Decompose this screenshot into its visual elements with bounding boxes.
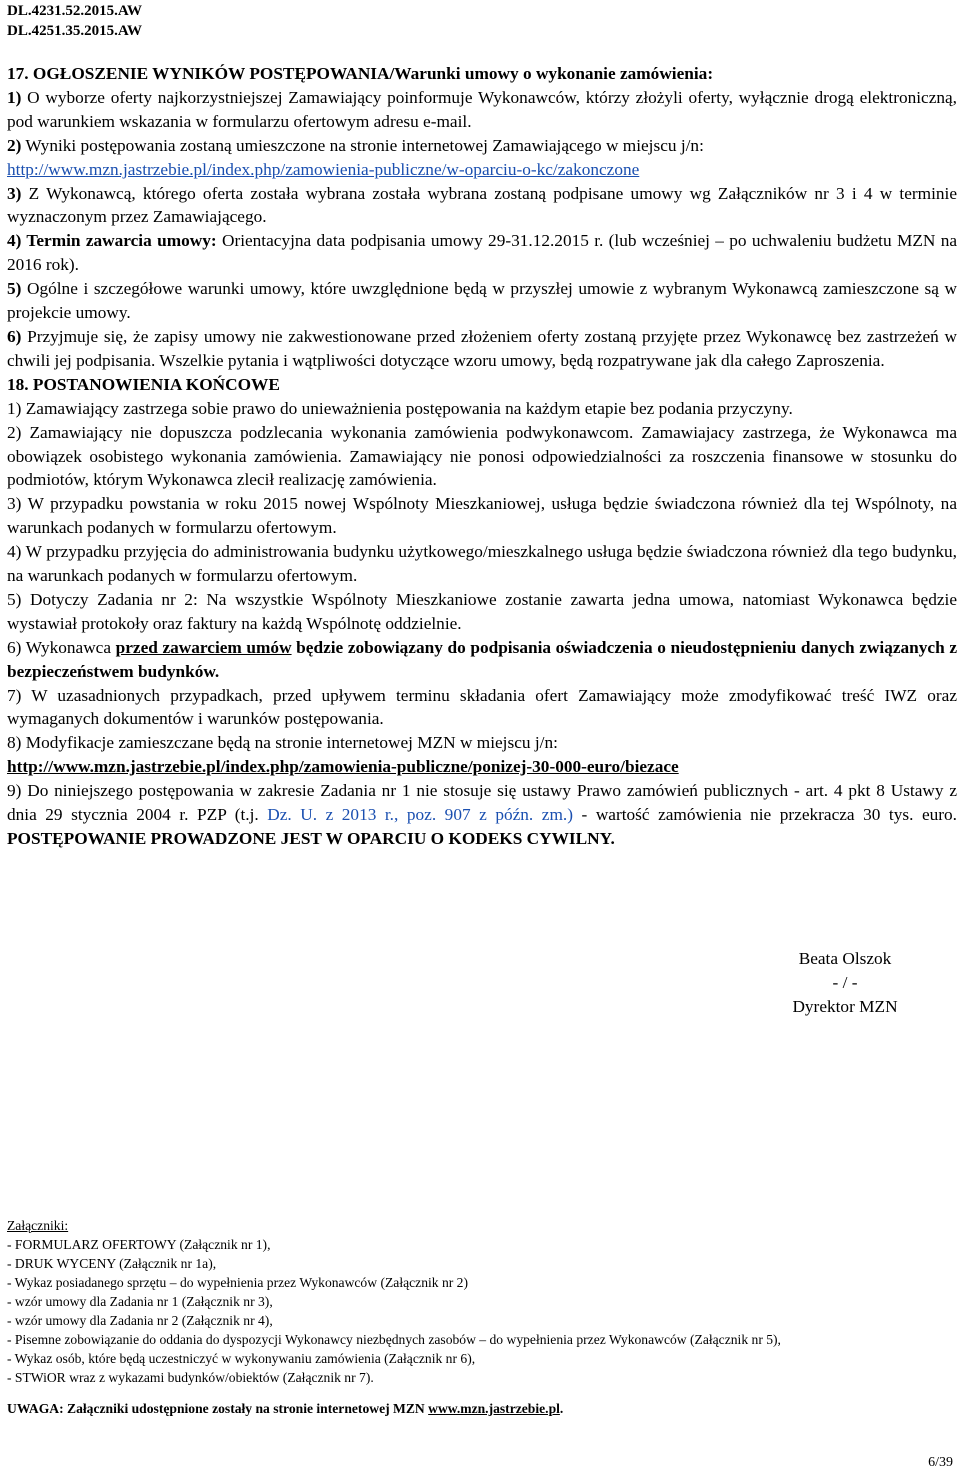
section-18-item-3: 3) W przypadku powstania w roku 2015 nowej Wspólnoty Mieszkaniowej, usługa będzie świadczona również dla tej Wspólnoty, na warunkach podanych w formularzu ofertowym. — [7, 494, 957, 538]
section-17-item-3: 3) Z Wykonawcą, którego oferta została wybrana została wybrana zostaną podpisane umowy wg Załączników nr 3 i 4 w terminie wyznaczonym przez Zamawiającego. — [7, 183, 957, 227]
attachment-item: - DRUK WYCENY (Załącznik nr 1a), — [7, 1256, 217, 1271]
page-number: 6/39 — [928, 1455, 953, 1470]
results-link[interactable]: http://www.mzn.jastrzebie.pl/index.php/zamowienia-publiczne/w-oparciu-o-kc/zakonczone — [7, 159, 640, 179]
section-17-item-2: 2) Wyniki postępowania zostaną umieszczone na stronie internetowej Zamawiającego w miejscu j/n: http://www.mzn.jastrzebie.pl/index.php/zamowienia-publiczne/w-oparciu-o-kc/zakonczone — [7, 135, 704, 179]
signatory-name: Beata Olszok — [798, 949, 892, 968]
website-link[interactable]: www.mzn.jastrzebie.pl — [428, 1401, 560, 1416]
attachment-item: - Wykaz osób, które będą uczestniczyć w wykonywaniu zamówienia (Załącznik nr 6), — [7, 1351, 476, 1366]
attachment-item: - Wykaz posiadanego sprzętu – do wypełnienia przez Wykonawców (Załącznik nr 2) — [7, 1275, 469, 1290]
section-18-item-6: 6) Wykonawca przed zawarciem umów będzie zobowiązany do podpisania oświadczenia o nieudostępnieniu danych związanych z bezpieczeństwem budynków. — [7, 637, 957, 681]
document-body — [7, 62, 957, 851]
modifications-link[interactable]: http://www.mzn.jastrzebie.pl/index.php/zamowienia-publiczne/ponizej-30-000-euro/biezace — [7, 757, 679, 777]
section-17-item-5: 5) Ogólne i szczegółowe warunki umowy, które uwzględnione będą w przyszłej umowie z wybranym Wykonawcą zamieszczone są w projekcie umowy. — [7, 279, 957, 323]
reference-number-1: DL.4231.52.2015.AW — [7, 3, 143, 19]
attachments-list — [7, 1216, 781, 1387]
attachments-title: Załączniki: — [7, 1218, 69, 1233]
section-17-item-4: 4) Termin zawarcia umowy: Orientacyjna data podpisania umowy 29-31.12.2015 r. (lub wcześniej – po uchwaleniu budżetu MZN na 2016 rok). — [7, 231, 958, 275]
section-18-item-2: 2) Zamawiający nie dopuszcza podzlecania wykonania zamówienia podwykonawcom. Zamawiajacy zastrzega, że Wykonawca ma obowiązek osobistego wykonania zamówienia. Zamawiający nie ponosi odpowiedzialności za roszczenia finansowe w stosunku do podmiotów, którym Wykonawca zlecił realizację zamówienia. — [7, 422, 957, 490]
section-18-item-7: 7) W uzasadnionych przypadkach, przed upływem terminu składania ofert Zamawiający może zmodyfikować treść IWZ oraz wymaganych dokumentów i warunków postępowania. — [7, 685, 957, 729]
section-17-item-6: 6) Przyjmuje się, że zapisy umowy nie zakwestionowane przed złożeniem oferty zostaną przyjęte przez Wykonawcę bez zastrzeżeń w chwili jej podpisania. Wszelkie pytania i wątpliwości dotyczące wzoru umowy, będą rozpatrywane jak dla całego Zaproszenia. — [7, 326, 957, 370]
attachment-item: - Pisemne zobowiązanie do oddania do dyspozycji Wykonawcy niezbędnych zasobów – do wypełnienia przez Wykonawców (Załącznik nr 5), — [7, 1332, 781, 1347]
attachment-item: - wzór umowy dla Zadania nr 1 (Załącznik nr 3), — [7, 1294, 273, 1309]
section-17-item-1: 1) O wyborze oferty najkorzystniejszej Zamawiający poinformuje Wykonawców, którzy złożyli oferty, wyłącznie drogą elektroniczną, pod warunkiem wskazania w formularzu ofertowym adresu e-mail. — [7, 87, 957, 131]
attachment-item: - FORMULARZ OFERTOWY (Załącznik nr 1), — [7, 1237, 271, 1252]
attachment-item: - STWiOR wraz z wykazami budynków/obiektów (Załącznik nr 7). — [7, 1370, 374, 1385]
section-18-item-5: 5) Dotyczy Zadania nr 2: Na wszystkie Wspólnoty Mieszkaniowe zostanie zawarta jedna umowa, natomiast Wykonawca będzie wystawiał protokoły oraz faktury na każdą Wspólnotę oddzielnie. — [7, 589, 957, 633]
section-17-title: 17. OGŁOSZENIE WYNIKÓW POSTĘPOWANIA/Warunki umowy o wykonanie zamówienia: — [7, 64, 714, 83]
signature-mark: - / - — [832, 973, 858, 992]
legal-reference-link[interactable]: Dz. U. z 2013 r., poz. 907 z późn. zm.) — [267, 805, 573, 825]
section-18-item-4: 4) W przypadku przyjęcia do administrowania budynku użytkowego/mieszkalnego usługa będzie świadczona również dla tego budynku, na warunkach podanych w formularzu ofertowym. — [7, 542, 957, 586]
section-18-item-8: 8) Modyfikacje zamieszczane będą na stronie internetowej MZN w miejscu j/n: http://www.mzn.jastrzebie.pl/index.php/zamowienia-publiczne/ponizej-30-000-euro/biezace — [7, 733, 679, 777]
attachment-item: - wzór umowy dla Zadania nr 2 (Załącznik nr 4), — [7, 1313, 273, 1328]
signatory-role: Dyrektor MZN — [792, 997, 898, 1016]
reference-number-2: DL.4251.35.2015.AW — [7, 23, 143, 39]
warning-note: UWAGA: Załączniki udostępnione zostały na stronie internetowej MZN www.mzn.jastrzebie.pl. — [7, 1401, 564, 1416]
section-18-title: 18. POSTANOWIENIA KOŃCOWE — [7, 374, 280, 394]
signature-block — [770, 947, 920, 1019]
section-18-item-9: 9) Do niniejszego postępowania w zakresie Zadania nr 1 nie stosuje się ustawy Prawo zamówień publicznych - art. 4 pkt 8 Ustawy z dnia 29 stycznia 2004 r. PZP (t.j. Dz. U. z 2013 r., poz. 907 z późn. zm.) - wartość zamówienia nie przekracza 30 tys. euro. POSTĘPOWANIE PROWADZONE JEST W OPARCIU O KODEKS CYWILNY. — [7, 781, 957, 848]
section-18-item-1: 1) Zamawiający zastrzega sobie prawo do unieważnienia postępowania na każdym etapie bez podania przyczyny. — [7, 398, 793, 418]
document-reference — [7, 1, 142, 41]
